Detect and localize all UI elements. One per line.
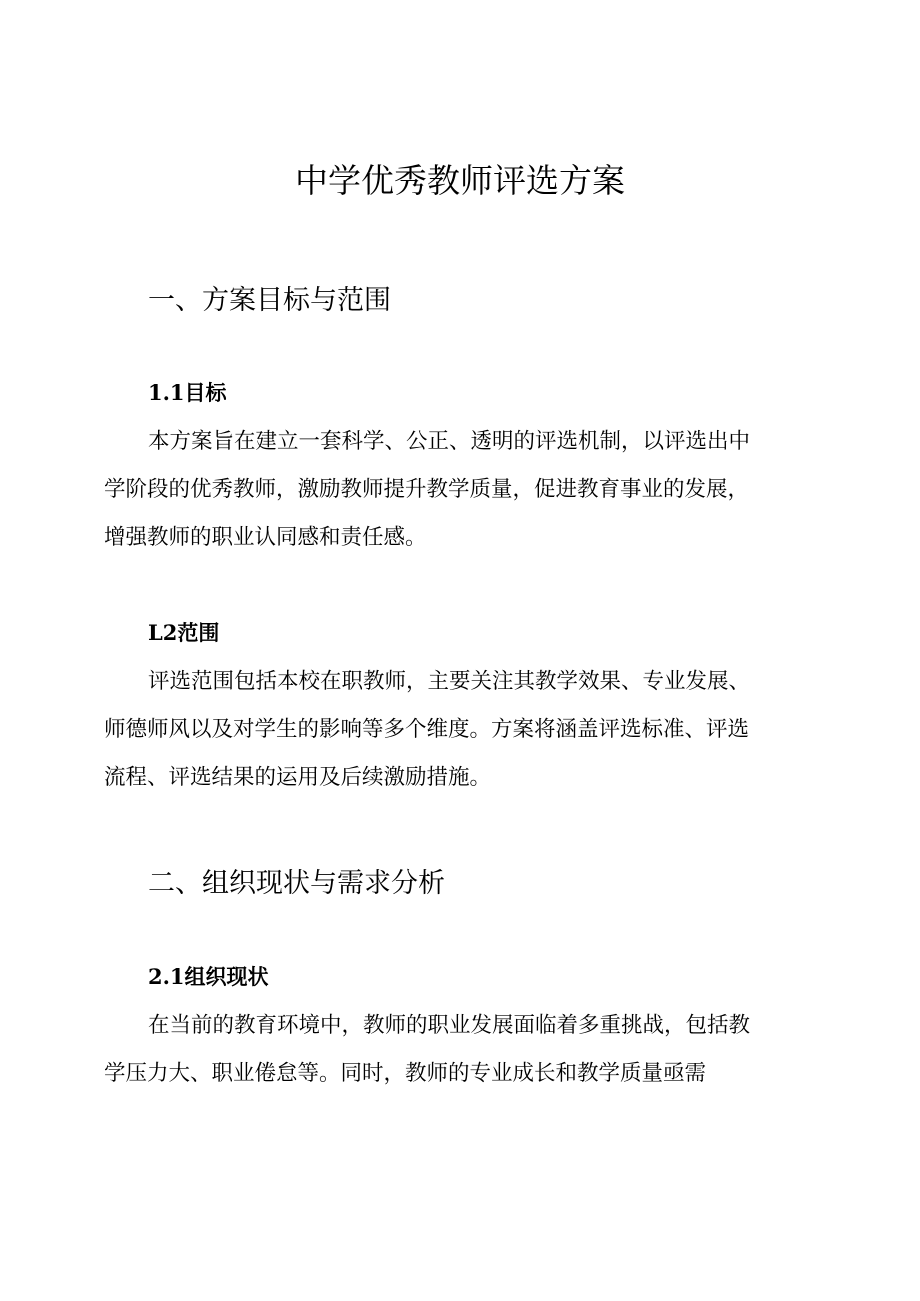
subsection-heading-1-2: L2范围	[148, 620, 220, 645]
paragraph-1-1	[104, 418, 804, 562]
document-title: 中学优秀教师评选方案	[295, 161, 625, 200]
subsection-heading-2-1: 2.1组织现状	[148, 964, 269, 989]
subsection-heading-1-1: 1.1目标	[148, 380, 227, 405]
paragraph-line: 增强教师的职业认同感和责任感。	[104, 525, 427, 550]
paragraph-1-2	[104, 658, 804, 802]
paragraph-line: 师德师风以及对学生的影响等多个维度。方案将涵盖评选标准、评选	[104, 717, 750, 742]
paragraph-line: 学阶段的优秀教师，激励教师提升教学质量，促进教育事业的发展，	[104, 477, 750, 502]
section-heading-2: 二、组织现状与需求分析	[148, 868, 445, 899]
paragraph-line: 在当前的教育环境中，教师的职业发展面临着多重挑战，包括教	[148, 1013, 751, 1038]
section-heading-1: 一、方案目标与范围	[148, 285, 391, 316]
paragraph-2-1	[104, 1002, 804, 1098]
paragraph-line: 流程、评选结果的运用及后续激励措施。	[104, 765, 492, 790]
paragraph-line: 学压力大、职业倦怠等。同时，教师的专业成长和教学质量亟需	[104, 1061, 707, 1086]
paragraph-line: 本方案旨在建立一套科学、公正、透明的评选机制，以评选出中	[148, 429, 751, 454]
paragraph-line: 评选范围包括本校在职教师，主要关注其教学效果、专业发展、	[148, 669, 751, 694]
